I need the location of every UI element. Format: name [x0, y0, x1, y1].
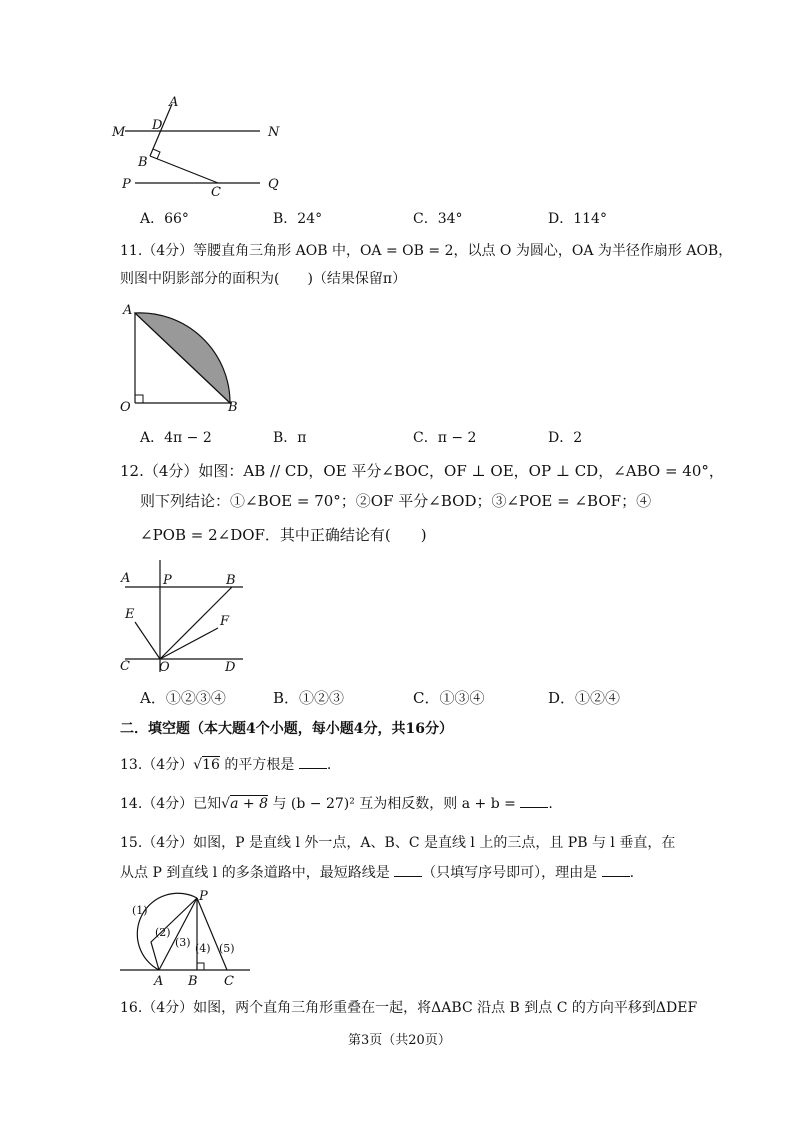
- q12-label-b: B: [226, 573, 236, 588]
- q10-label-a: A: [169, 95, 179, 110]
- q10-option-a: A．66°: [140, 211, 189, 227]
- q11-label-a: A: [123, 303, 133, 318]
- q10-label-p: P: [122, 177, 131, 192]
- q11-option-c: C．π − 2: [413, 430, 477, 446]
- q10-option-d: D．114°: [548, 211, 607, 227]
- q12-label-d: D: [225, 660, 236, 675]
- q15-line2-end: .: [629, 865, 635, 881]
- q14-radicand: a + 8: [230, 796, 268, 812]
- q12-label-a: A: [121, 571, 131, 586]
- q11-stem-line2: 则图中阴影部分的面积为( )（结果保留π）: [120, 271, 407, 287]
- q11-label-o: O: [120, 400, 131, 415]
- q11-option-a: A．4π − 2: [140, 430, 212, 446]
- q10-option-c: C．34°: [413, 211, 463, 227]
- q10-figure: [110, 92, 310, 202]
- q10-option-b: B．24°: [273, 211, 323, 227]
- page-footer: 第3页（共20页）: [348, 1033, 451, 1048]
- q15-label-b: B: [188, 974, 198, 989]
- q12-label-f: F: [220, 614, 230, 629]
- q14-sqrt-sign: √: [221, 796, 231, 812]
- q12-stem-line2: 则下列结论：①∠BOE = 70°；②OF 平分∠BOD；③∠POE = ∠BOF；④: [140, 492, 652, 510]
- q12-option-a: A．①②③④: [140, 689, 226, 707]
- q10-label-b: B: [138, 155, 148, 170]
- q12-label-e: E: [125, 607, 135, 622]
- q11-figure: [115, 298, 245, 416]
- q15-line2-part-a: 从点 P 到直线 l 的多条道路中，最短路线是: [120, 865, 390, 881]
- q15-stem-line1: 15.（4分）如图，P 是直线 l 外一点，A、B、C 是直线 l 上的三点，且 PB 与 l 垂直，在: [120, 835, 676, 851]
- q12-option-d: D．①②④: [548, 689, 621, 707]
- q15-path-5-label: (5): [219, 942, 235, 955]
- q12-label-p: P: [163, 573, 172, 588]
- q13-stem: [120, 754, 331, 774]
- q10-label-q: Q: [268, 177, 279, 192]
- q11-stem-line1: 11.（4分）等腰直角三角形 AOB 中，OA = OB = 2，以点 O 为圆心，OA 为半径作扇形 AOB，: [120, 243, 733, 259]
- q13-prefix: 13.（4分）: [120, 757, 194, 773]
- q14-prefix: 14.（4分）已知: [120, 796, 222, 812]
- q10-label-m: M: [112, 125, 126, 140]
- q15-label-p: P: [199, 890, 208, 904]
- q11-label-b: B: [228, 400, 238, 415]
- q15-line2-part-b: （只填写序号即可），理由是: [422, 865, 598, 881]
- q12-figure: [115, 560, 250, 680]
- q15-path-2-label: (2): [155, 926, 171, 939]
- q13-suffix: 的平方根是: [224, 757, 295, 773]
- q11-option-d: D．2: [548, 430, 583, 446]
- q15-path-4-label: (4): [195, 942, 211, 955]
- q15-figure: [115, 890, 255, 990]
- q14-end: .: [548, 796, 553, 812]
- q12-stem-line1: 12.（4分）如图：AB // CD，OE 平分∠BOC，OF ⊥ OE，OP ⊥ CD，∠ABO = 40°，: [120, 462, 724, 480]
- q12-option-c: C．①③④: [413, 689, 485, 707]
- q11-option-b: B．π: [273, 430, 307, 446]
- q15-path-3-label: (3): [175, 936, 191, 949]
- q10-label-n: N: [268, 125, 280, 140]
- q15-answer-blank-1[interactable]: [394, 864, 422, 877]
- q12-stem-line3: ∠POB = 2∠DOF．其中正确结论有( ): [140, 526, 427, 544]
- section-2-heading: 二．填空题（本大题4个小题，每小题4分，共16分）: [120, 721, 453, 737]
- q15-path-1-label: (1): [132, 904, 148, 917]
- q12-option-b: B．①②③: [273, 689, 345, 707]
- q10-label-d: D: [152, 118, 163, 133]
- q15-label-c: C: [224, 974, 234, 989]
- q14-answer-blank[interactable]: [520, 795, 548, 808]
- q15-answer-blank-2[interactable]: [602, 864, 630, 877]
- q16-stem-line1: 16.（4分）如图，两个直角三角形重叠在一起，将ΔABC 沿点 B 到点 C 的方向平移到ΔDEF: [120, 1000, 698, 1016]
- q14-middle: 与 (b − 27)² 互为相反数，则 a + b =: [272, 796, 516, 812]
- q12-label-c: C: [120, 659, 130, 674]
- q13-end: .: [326, 757, 332, 773]
- q13-answer-blank[interactable]: [299, 756, 327, 769]
- q15-stem-line2: [120, 862, 634, 882]
- q15-label-a: A: [154, 974, 164, 989]
- q14-stem: [120, 793, 553, 813]
- q12-label-o: O: [159, 660, 170, 675]
- q10-label-c: C: [211, 185, 221, 200]
- q13-radicand: 16: [202, 757, 220, 773]
- q13-sqrt-sign: √: [193, 757, 203, 773]
